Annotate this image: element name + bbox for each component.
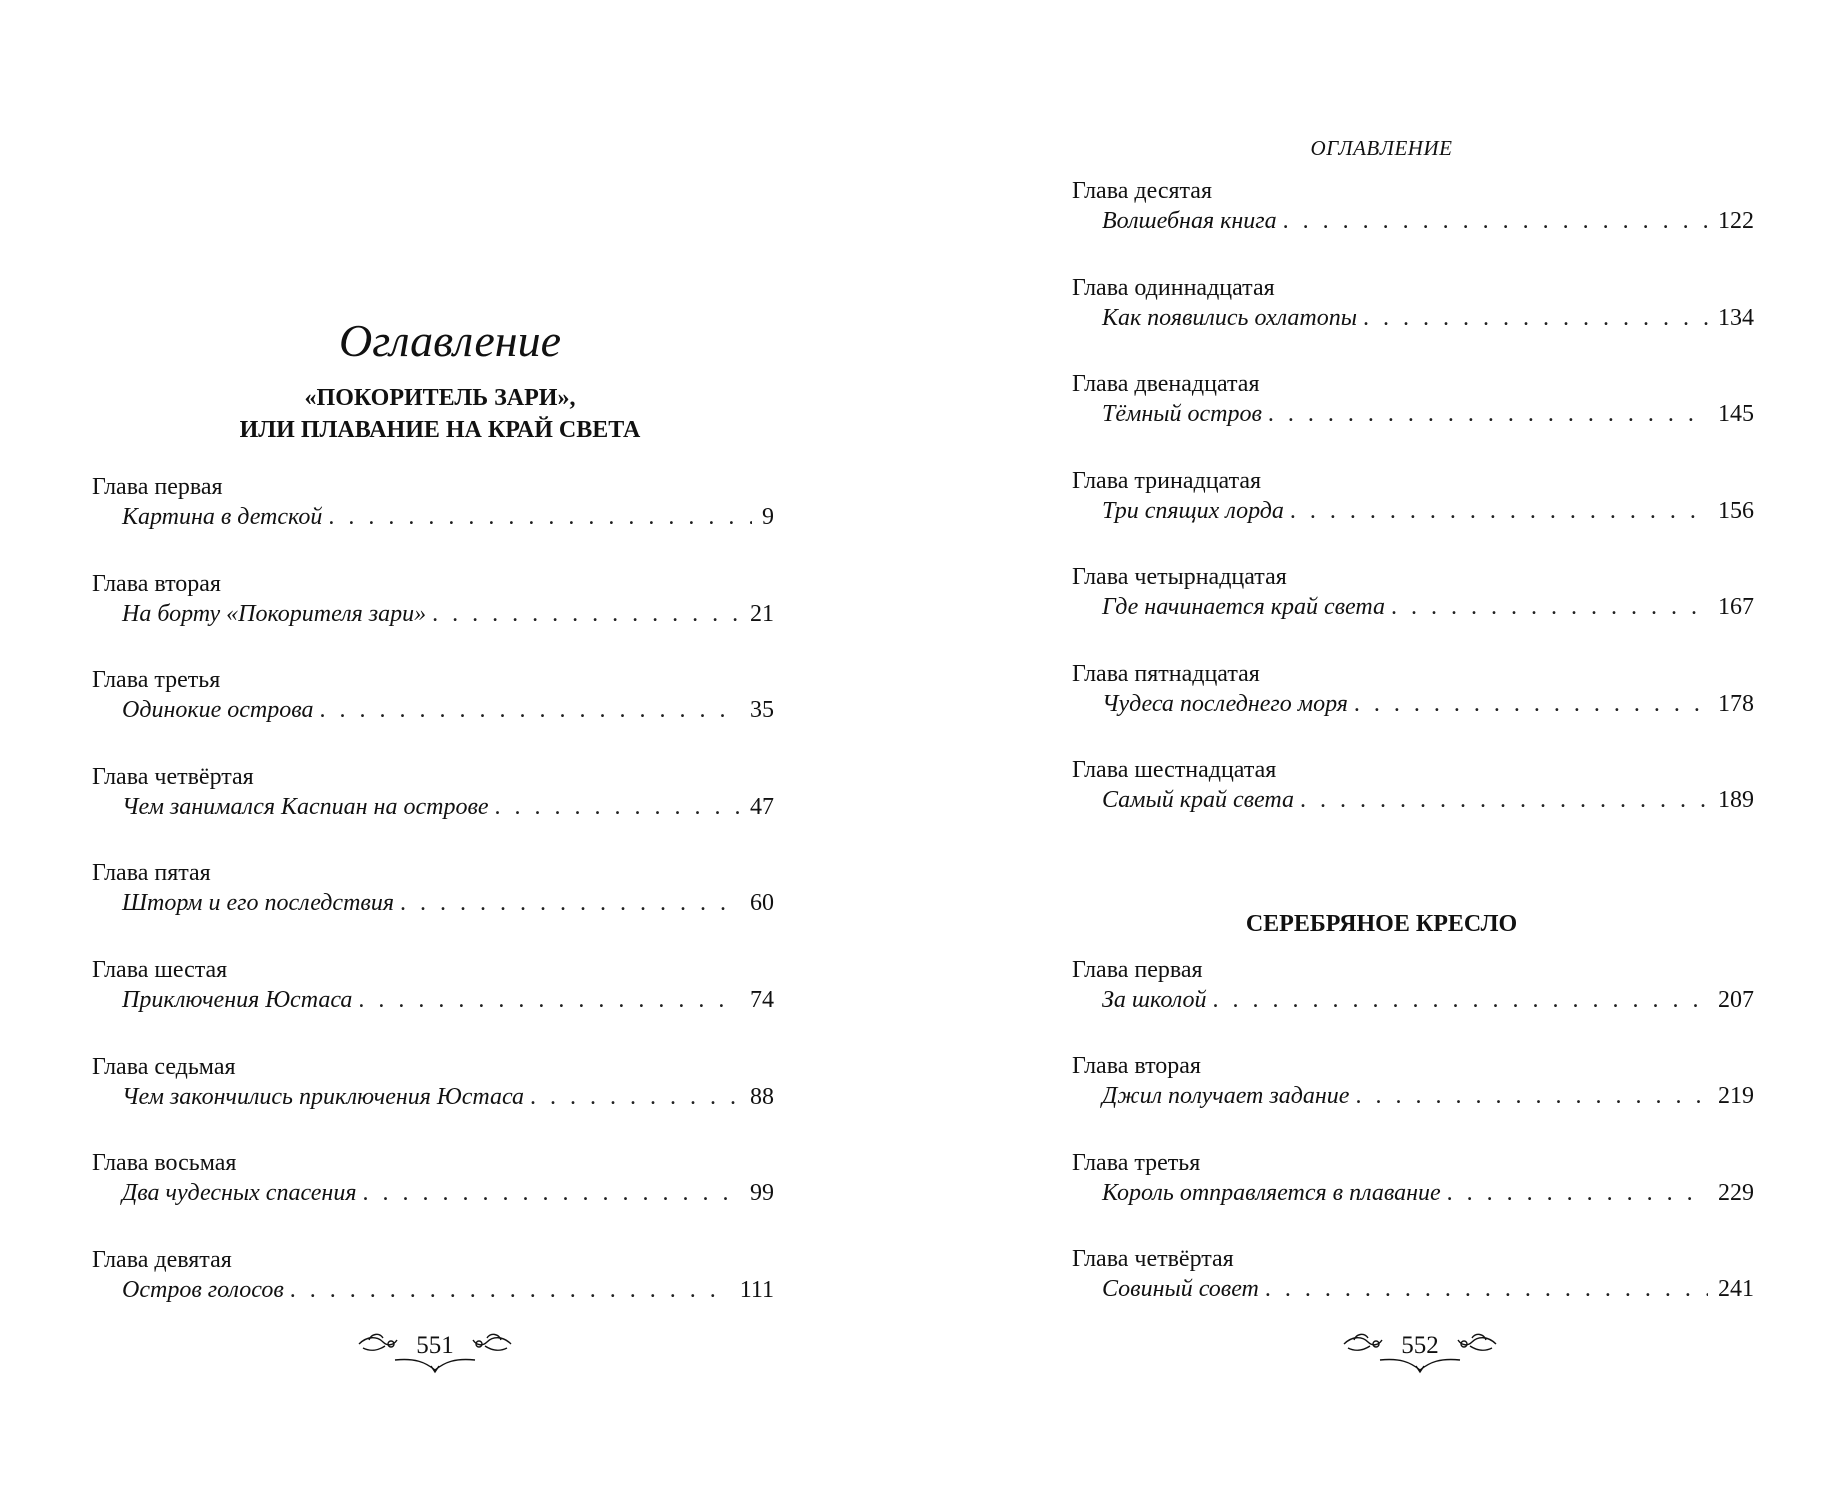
toc-entry	[1072, 562, 1754, 624]
dot-leader	[1391, 592, 1708, 622]
chapter-title: Картина в детской	[122, 504, 323, 530]
chapter-row	[1072, 1081, 1754, 1111]
toc-entry	[1072, 369, 1754, 431]
chapter-page-number: 167	[1718, 594, 1754, 620]
chapter-title: На борту «Покорителя зари»	[122, 600, 427, 627]
chapter-title: Приключения Юстаса	[122, 987, 353, 1013]
dot-leader	[1447, 1178, 1708, 1208]
toc-entry	[92, 858, 774, 920]
chapter-label: Глава пятнадцатая	[1072, 660, 1260, 687]
chapter-row	[1072, 303, 1754, 333]
chapter-page-number: 35	[750, 697, 774, 724]
right-page	[921, 0, 1842, 1488]
chapter-label: Глава шестая	[92, 957, 228, 983]
chapter-row	[92, 1178, 774, 1208]
dot-leader	[1354, 689, 1708, 719]
toc-entry	[1072, 755, 1754, 817]
chapter-row	[92, 985, 774, 1015]
chapter-page-number: 74	[750, 987, 774, 1013]
page-title: Оглавление	[338, 314, 561, 366]
dot-leader	[363, 1178, 741, 1208]
dot-leader	[320, 695, 741, 725]
chapter-row	[92, 888, 774, 918]
chapter-page-number: 99	[750, 1180, 774, 1207]
chapter-title: Два чудесных спасения	[122, 1180, 357, 1207]
chapter-row	[1072, 399, 1754, 429]
chapter-title: Совиный совет	[1102, 1275, 1259, 1302]
chapter-page-number: 21	[750, 600, 774, 627]
chapter-page-number: 60	[750, 890, 774, 917]
toc-entry	[92, 1052, 774, 1114]
book-title-dawn-treader	[0, 382, 880, 446]
chapter-page-number: 145	[1718, 401, 1754, 427]
chapter-label: Глава первая	[1072, 957, 1203, 983]
folio-ornament	[355, 1326, 515, 1376]
chapter-row	[1072, 206, 1754, 236]
toc-entry	[92, 665, 774, 727]
toc-entry	[1072, 1148, 1754, 1210]
chapter-row	[1072, 592, 1754, 622]
toc-entry	[92, 762, 774, 824]
chapter-row	[92, 695, 774, 725]
chapter-row	[92, 502, 774, 532]
chapter-page-number: 178	[1718, 690, 1754, 717]
chapter-title: Самый край света	[1102, 787, 1294, 813]
chapter-title: Чудеса последнего моря	[1102, 690, 1348, 717]
toc-entry	[92, 955, 774, 1017]
chapter-label: Глава вторая	[1072, 1053, 1201, 1080]
chapter-label: Глава третья	[1072, 1149, 1201, 1176]
toc-entry	[92, 472, 774, 534]
toc-entry	[92, 1148, 774, 1210]
chapter-page-number: 88	[750, 1083, 774, 1110]
chapter-title: Шторм и его последствия	[122, 890, 394, 917]
book-title-silver-chair	[921, 908, 1842, 940]
toc-entry	[1072, 273, 1754, 335]
chapter-page-number: 47	[750, 793, 774, 820]
chapter-page-number: 156	[1718, 497, 1754, 524]
dot-leader	[328, 502, 752, 532]
toc-entry	[1072, 1244, 1754, 1306]
chapter-page-number: 241	[1718, 1275, 1754, 1302]
chapter-row	[1072, 785, 1754, 815]
toc-entry	[1072, 176, 1754, 238]
chapter-label: Глава пятая	[92, 860, 211, 887]
chapter-row	[1072, 496, 1754, 526]
chapter-title: Тёмный остров	[1102, 401, 1262, 427]
chapter-page-number: 207	[1718, 987, 1754, 1013]
chapter-page-number: 122	[1718, 208, 1754, 234]
dot-leader	[1283, 206, 1708, 236]
book-title-line: СЕРЕБРЯНОЕ КРЕСЛО	[1245, 911, 1518, 937]
toc-entry	[92, 569, 774, 631]
toc-entry	[1072, 659, 1754, 721]
left-page	[0, 0, 900, 1488]
chapter-page-number: 219	[1718, 1083, 1754, 1110]
chapter-label: Глава двенадцатая	[1072, 371, 1260, 397]
dot-leader	[1212, 985, 1708, 1015]
chapter-row	[1072, 985, 1754, 1015]
chapter-row	[1072, 689, 1754, 719]
toc-entry	[1072, 955, 1754, 1017]
chapter-row	[92, 1082, 774, 1112]
chapter-page-number: 134	[1718, 304, 1754, 331]
chapter-label: Глава тринадцатая	[1072, 467, 1262, 494]
dot-leader	[530, 1082, 740, 1112]
chapter-page-number: 111	[739, 1276, 774, 1303]
page-number: 552	[1401, 1332, 1439, 1359]
chapter-title: Где начинается край света	[1102, 594, 1385, 620]
dot-leader	[1363, 303, 1708, 333]
running-head: ОГЛАВЛЕНИЕ	[1310, 136, 1453, 160]
chapter-label: Глава четвёртая	[92, 763, 254, 790]
book-title-line-2: ИЛИ ПЛАВАНИЕ НА КРАЙ СВЕТА	[239, 417, 641, 443]
folio-ornament	[1340, 1326, 1500, 1376]
dot-leader	[358, 985, 740, 1015]
dot-leader	[290, 1275, 730, 1305]
chapter-title: Три спящих лорда	[1102, 497, 1284, 524]
chapter-title: Как появились охлатопы	[1102, 304, 1357, 331]
chapter-page-number: 9	[762, 504, 774, 530]
chapter-title: За школой	[1102, 987, 1207, 1013]
chapter-title: Чем занимался Каспиан на острове	[122, 793, 489, 820]
dot-leader	[1300, 785, 1708, 815]
chapter-title: Одинокие острова	[122, 697, 314, 724]
toc-entry	[1072, 466, 1754, 528]
chapter-label: Глава вторая	[92, 570, 221, 597]
chapter-label: Глава одиннадцатая	[1072, 274, 1275, 301]
dot-leader	[400, 888, 740, 918]
toc-entry	[1072, 1051, 1754, 1113]
chapter-page-number: 189	[1718, 787, 1754, 813]
chapter-title: Король отправляется в плавание	[1102, 1179, 1441, 1206]
page-number: 551	[416, 1332, 454, 1359]
chapter-title: Волшебная книга	[1102, 208, 1277, 234]
book-title-line-1: «ПОКОРИТЕЛЬ ЗАРИ»,	[304, 385, 576, 411]
chapter-label: Глава четырнадцатая	[1072, 564, 1287, 590]
dot-leader	[1290, 496, 1708, 526]
dot-leader	[495, 792, 740, 822]
chapter-row	[1072, 1274, 1754, 1304]
chapter-label: Глава первая	[92, 474, 223, 500]
chapter-label: Глава третья	[92, 667, 221, 694]
chapter-title: Остров голосов	[122, 1276, 284, 1303]
toc-entry	[92, 1245, 774, 1307]
chapter-title: Джил получает задание	[1102, 1083, 1350, 1110]
chapter-label: Глава четвёртая	[1072, 1245, 1234, 1272]
dot-leader	[432, 599, 740, 629]
chapter-label: Глава десятая	[1072, 178, 1212, 204]
chapter-label: Глава восьмая	[92, 1150, 237, 1177]
chapter-page-number: 229	[1718, 1179, 1754, 1206]
dot-leader	[1268, 399, 1708, 429]
chapter-title: Чем закончились приключения Юстаса	[122, 1083, 524, 1110]
chapter-row	[1072, 1178, 1754, 1208]
chapter-row	[92, 599, 774, 629]
chapter-label: Глава шестнадцатая	[1072, 757, 1277, 783]
chapter-label: Глава девятая	[92, 1246, 232, 1273]
chapter-row	[92, 792, 774, 822]
dot-leader	[1355, 1081, 1708, 1111]
chapter-row	[92, 1275, 774, 1305]
chapter-label: Глава седьмая	[92, 1053, 236, 1080]
dot-leader	[1265, 1274, 1708, 1304]
